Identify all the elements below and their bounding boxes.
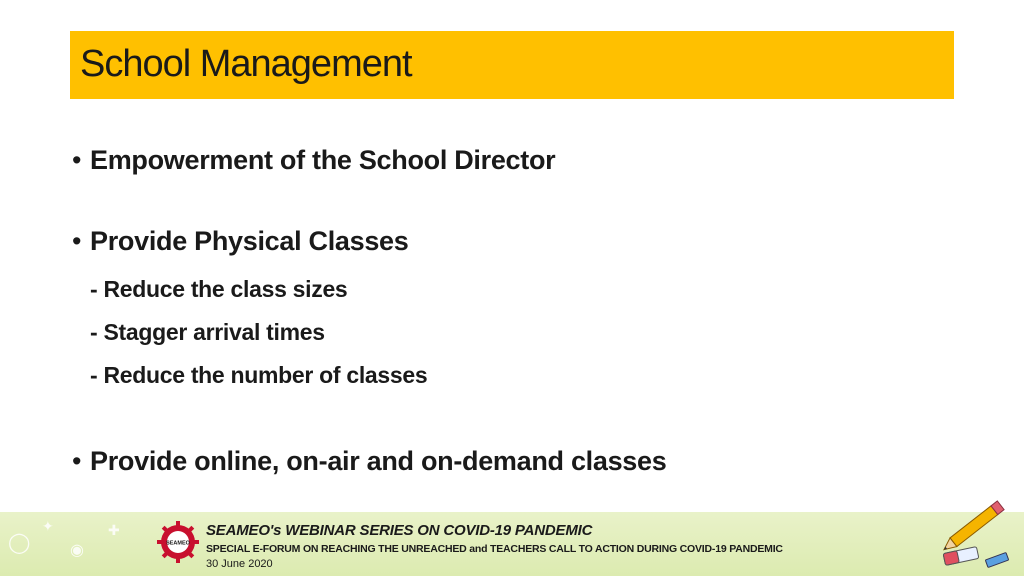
footer-date: 30 June 2020: [206, 558, 273, 570]
pencil-icon: [930, 486, 1020, 574]
bullet-text: Provide Physical Classes: [90, 226, 409, 256]
bullet-marker: •: [72, 145, 82, 175]
sub-item-3: - Reduce the number of classes: [90, 362, 428, 388]
plus-doodle-icon: ✚: [108, 522, 120, 538]
bullet-marker: •: [72, 446, 82, 476]
footer-subheading: SPECIAL E-FORUM ON REACHING THE UNREACHED and TEACHERS CALL TO ACTION DURING COVID-19 PANDEMIC: [206, 543, 783, 555]
title-bar: [70, 31, 954, 99]
pin-doodle-icon: ◉: [70, 542, 84, 559]
bullet-text: Provide online, on-air and on-demand classes: [90, 446, 667, 476]
lightbulb-doodle-icon: ◯: [8, 532, 31, 554]
eraser-icon: [943, 547, 979, 566]
seameo-logo-icon: [156, 520, 200, 564]
sub-item-1: - Reduce the class sizes: [90, 276, 348, 302]
sparkle-doodle-icon: ✦: [42, 518, 54, 534]
footer-heading: SEAMEO's WEBINAR SERIES ON COVID-19 PANDEMIC: [206, 522, 593, 539]
logo-text: SEAMEO: [166, 540, 190, 547]
bullet-item-3: [72, 446, 666, 477]
sub-item-2: - Stagger arrival times: [90, 319, 325, 345]
bullet-text: Empowerment of the School Director: [90, 145, 556, 175]
bullet-marker: •: [72, 226, 82, 256]
footer-banner: [0, 512, 1024, 576]
slide-title: School Management: [80, 43, 412, 85]
bullet-item-2: [72, 226, 409, 257]
bullet-item-1: [72, 145, 555, 176]
